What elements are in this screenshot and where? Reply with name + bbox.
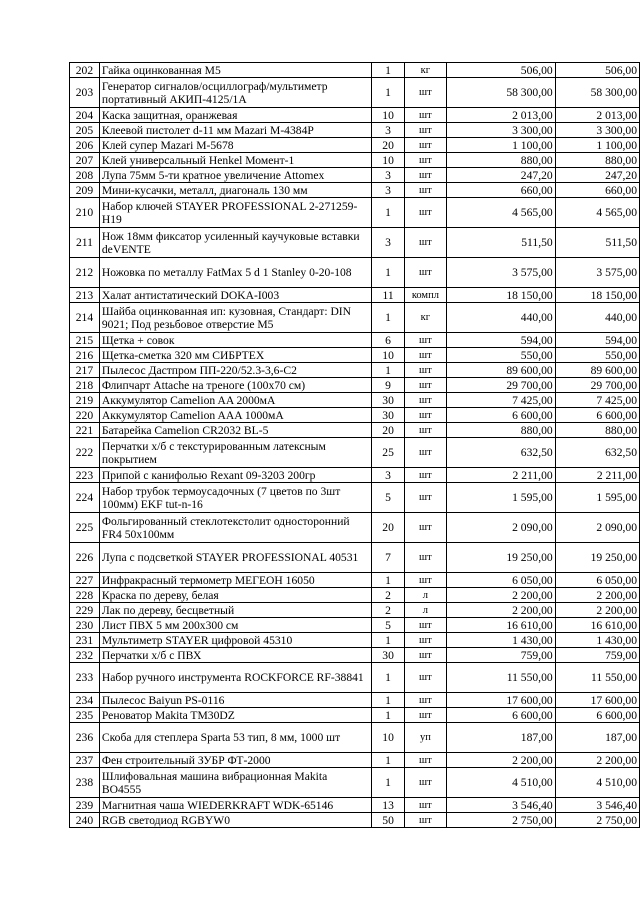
cell-unit: уп xyxy=(404,723,446,753)
cell-unit: шт xyxy=(404,483,446,513)
cell-qty: 1 xyxy=(372,768,405,798)
cell-name: Шайба оцинкованная ип: кузовная, Стандарт: DIN 9021; Под резьбовое отверстие M5 xyxy=(99,303,371,333)
cell-name: Скоба для степлера Sparta 53 тип, 8 мм, 1000 шт xyxy=(99,723,371,753)
cell-sum: 2 200,00 xyxy=(555,753,639,768)
cell-num: 240 xyxy=(70,813,100,828)
table-row xyxy=(70,618,640,633)
cell-name: Перчатки х/б с текстурированным латексным покрытием xyxy=(99,438,371,468)
cell-price: 880,00 xyxy=(446,153,555,168)
cell-unit: шт xyxy=(404,258,446,288)
cell-unit: шт xyxy=(404,168,446,183)
cell-qty: 1 xyxy=(372,258,405,288)
cell-name: Щетка-сметка 320 мм СИБРТЕХ xyxy=(99,348,371,363)
cell-unit: кг xyxy=(404,303,446,333)
cell-num: 230 xyxy=(70,618,100,633)
cell-name: Пылесос Baiyun PS-0116 xyxy=(99,693,371,708)
cell-num: 221 xyxy=(70,423,100,438)
cell-price: 3 300,00 xyxy=(446,123,555,138)
cell-num: 233 xyxy=(70,663,100,693)
cell-unit: шт xyxy=(404,138,446,153)
cell-num: 216 xyxy=(70,348,100,363)
cell-price: 11 550,00 xyxy=(446,663,555,693)
table-row xyxy=(70,63,640,78)
cell-qty: 3 xyxy=(372,123,405,138)
cell-num: 215 xyxy=(70,333,100,348)
table-row xyxy=(70,288,640,303)
table-row xyxy=(70,693,640,708)
cell-unit: шт xyxy=(404,753,446,768)
cell-name: Набор ключей STAYER PROFESSIONAL 2-271259-H19 xyxy=(99,198,371,228)
cell-price: 880,00 xyxy=(446,423,555,438)
cell-name: Клей супер Mazari M-5678 xyxy=(99,138,371,153)
cell-qty: 9 xyxy=(372,378,405,393)
table-row xyxy=(70,468,640,483)
table-row xyxy=(70,138,640,153)
cell-num: 236 xyxy=(70,723,100,753)
table-row xyxy=(70,588,640,603)
cell-unit: шт xyxy=(404,468,446,483)
cell-unit: шт xyxy=(404,198,446,228)
table-row xyxy=(70,798,640,813)
cell-name: RGB светодиод RGBYW0 xyxy=(99,813,371,828)
table-row xyxy=(70,363,640,378)
cell-qty: 50 xyxy=(372,813,405,828)
cell-qty: 2 xyxy=(372,588,405,603)
cell-name: Аккумулятор Camelion AA 2000мА xyxy=(99,393,371,408)
cell-price: 187,00 xyxy=(446,723,555,753)
table-row xyxy=(70,768,640,798)
cell-name: Фен строительный ЗУБР ФТ-2000 xyxy=(99,753,371,768)
table-row xyxy=(70,633,640,648)
cell-qty: 2 xyxy=(372,603,405,618)
cell-name: Клей универсальный Henkel Момент-1 xyxy=(99,153,371,168)
cell-qty: 1 xyxy=(372,303,405,333)
cell-sum: 11 550,00 xyxy=(555,663,639,693)
cell-qty: 1 xyxy=(372,693,405,708)
cell-qty: 10 xyxy=(372,153,405,168)
cell-num: 226 xyxy=(70,543,100,573)
cell-qty: 1 xyxy=(372,363,405,378)
cell-price: 6 600,00 xyxy=(446,408,555,423)
cell-unit: шт xyxy=(404,78,446,108)
cell-sum: 660,00 xyxy=(555,183,639,198)
cell-name: Припой с канифолью Rexant 09-3203 200гр xyxy=(99,468,371,483)
table-row xyxy=(70,438,640,468)
cell-unit: шт xyxy=(404,393,446,408)
cell-name: Мини-кусачки, металл, диагональ 130 мм xyxy=(99,183,371,198)
cell-qty: 20 xyxy=(372,513,405,543)
cell-name: Магнитная чаша WIEDERKRAFT WDK-65146 xyxy=(99,798,371,813)
cell-sum: 3 300,00 xyxy=(555,123,639,138)
cell-qty: 20 xyxy=(372,423,405,438)
table-row xyxy=(70,648,640,663)
items-table xyxy=(69,62,640,828)
cell-price: 1 595,00 xyxy=(446,483,555,513)
cell-unit: шт xyxy=(404,228,446,258)
cell-qty: 3 xyxy=(372,168,405,183)
cell-unit: шт xyxy=(404,108,446,123)
cell-qty: 1 xyxy=(372,198,405,228)
cell-qty: 10 xyxy=(372,348,405,363)
cell-sum: 2 200,00 xyxy=(555,588,639,603)
cell-unit: компл xyxy=(404,288,446,303)
cell-unit: шт xyxy=(404,798,446,813)
table-row xyxy=(70,108,640,123)
cell-sum: 1 430,00 xyxy=(555,633,639,648)
cell-qty: 1 xyxy=(372,753,405,768)
cell-sum: 29 700,00 xyxy=(555,378,639,393)
cell-sum: 759,00 xyxy=(555,648,639,663)
cell-price: 2 013,00 xyxy=(446,108,555,123)
cell-name: Краска по дереву, белая xyxy=(99,588,371,603)
cell-price: 6 600,00 xyxy=(446,708,555,723)
cell-name: Перчатки х/б с ПВХ xyxy=(99,648,371,663)
cell-name: Батарейка Camelion CR2032 BL-5 xyxy=(99,423,371,438)
cell-unit: шт xyxy=(404,333,446,348)
cell-name: Пылесос Дастпром ПП-220/52.3-3,6-С2 xyxy=(99,363,371,378)
cell-num: 232 xyxy=(70,648,100,663)
cell-num: 202 xyxy=(70,63,100,78)
cell-name: Набор ручного инструмента ROCKFORCE RF-38841 xyxy=(99,663,371,693)
cell-name: Лупа 75мм 5-ти кратное увеличение Attomex xyxy=(99,168,371,183)
cell-qty: 30 xyxy=(372,393,405,408)
cell-sum: 1 595,00 xyxy=(555,483,639,513)
cell-price: 16 610,00 xyxy=(446,618,555,633)
cell-unit: шт xyxy=(404,183,446,198)
cell-qty: 3 xyxy=(372,228,405,258)
cell-num: 229 xyxy=(70,603,100,618)
cell-price: 4 565,00 xyxy=(446,198,555,228)
cell-price: 632,50 xyxy=(446,438,555,468)
cell-num: 208 xyxy=(70,168,100,183)
cell-num: 210 xyxy=(70,198,100,228)
cell-qty: 5 xyxy=(372,483,405,513)
cell-price: 511,50 xyxy=(446,228,555,258)
cell-num: 217 xyxy=(70,363,100,378)
cell-price: 6 050,00 xyxy=(446,573,555,588)
cell-name: Шлифовальная машина вибрационная Makita BO4555 xyxy=(99,768,371,798)
cell-unit: шт xyxy=(404,153,446,168)
cell-price: 506,00 xyxy=(446,63,555,78)
cell-num: 228 xyxy=(70,588,100,603)
table-row xyxy=(70,348,640,363)
cell-sum: 16 610,00 xyxy=(555,618,639,633)
table-row xyxy=(70,408,640,423)
cell-qty: 11 xyxy=(372,288,405,303)
cell-num: 207 xyxy=(70,153,100,168)
cell-price: 19 250,00 xyxy=(446,543,555,573)
cell-qty: 6 xyxy=(372,333,405,348)
cell-price: 247,20 xyxy=(446,168,555,183)
cell-sum: 2 750,00 xyxy=(555,813,639,828)
items-table-body xyxy=(70,63,640,828)
cell-qty: 7 xyxy=(372,543,405,573)
table-row xyxy=(70,378,640,393)
cell-sum: 4 510,00 xyxy=(555,768,639,798)
cell-price: 2 090,00 xyxy=(446,513,555,543)
cell-sum: 6 600,00 xyxy=(555,408,639,423)
cell-sum: 17 600,00 xyxy=(555,693,639,708)
cell-num: 223 xyxy=(70,468,100,483)
cell-sum: 7 425,00 xyxy=(555,393,639,408)
cell-price: 3 575,00 xyxy=(446,258,555,288)
cell-num: 206 xyxy=(70,138,100,153)
cell-sum: 3 546,40 xyxy=(555,798,639,813)
cell-price: 594,00 xyxy=(446,333,555,348)
cell-name: Лупа с подсветкой STAYER PROFESSIONAL 40531 xyxy=(99,543,371,573)
cell-price: 440,00 xyxy=(446,303,555,333)
cell-price: 2 200,00 xyxy=(446,588,555,603)
cell-name: Лист ПВХ 5 мм 200х300 см xyxy=(99,618,371,633)
cell-price: 89 600,00 xyxy=(446,363,555,378)
table-row xyxy=(70,303,640,333)
cell-name: Лак по дереву, бесцветный xyxy=(99,603,371,618)
cell-name: Флипчарт Attache на треноге (100х70 см) xyxy=(99,378,371,393)
cell-sum: 880,00 xyxy=(555,153,639,168)
cell-sum: 550,00 xyxy=(555,348,639,363)
cell-num: 234 xyxy=(70,693,100,708)
table-row xyxy=(70,153,640,168)
cell-sum: 6 600,00 xyxy=(555,708,639,723)
cell-sum: 89 600,00 xyxy=(555,363,639,378)
cell-sum: 19 250,00 xyxy=(555,543,639,573)
cell-unit: шт xyxy=(404,378,446,393)
cell-price: 3 546,40 xyxy=(446,798,555,813)
cell-name: Каска защитная, оранжевая xyxy=(99,108,371,123)
cell-unit: шт xyxy=(404,708,446,723)
table-row xyxy=(70,708,640,723)
cell-num: 218 xyxy=(70,378,100,393)
cell-qty: 10 xyxy=(372,723,405,753)
cell-num: 205 xyxy=(70,123,100,138)
cell-num: 222 xyxy=(70,438,100,468)
cell-sum: 187,00 xyxy=(555,723,639,753)
cell-sum: 2 013,00 xyxy=(555,108,639,123)
table-row xyxy=(70,228,640,258)
table-row xyxy=(70,393,640,408)
cell-num: 214 xyxy=(70,303,100,333)
cell-sum: 2 211,00 xyxy=(555,468,639,483)
cell-price: 7 425,00 xyxy=(446,393,555,408)
table-row xyxy=(70,258,640,288)
cell-qty: 3 xyxy=(372,183,405,198)
cell-sum: 6 050,00 xyxy=(555,573,639,588)
cell-num: 212 xyxy=(70,258,100,288)
cell-name: Реноватор Makita TM30DZ xyxy=(99,708,371,723)
cell-name: Гайка оцинкованная М5 xyxy=(99,63,371,78)
table-row xyxy=(70,573,640,588)
cell-price: 18 150,00 xyxy=(446,288,555,303)
cell-unit: шт xyxy=(404,543,446,573)
table-row xyxy=(70,123,640,138)
table-row xyxy=(70,543,640,573)
cell-sum: 1 100,00 xyxy=(555,138,639,153)
cell-sum: 2 090,00 xyxy=(555,513,639,543)
cell-price: 29 700,00 xyxy=(446,378,555,393)
table-row xyxy=(70,513,640,543)
cell-qty: 30 xyxy=(372,648,405,663)
cell-qty: 13 xyxy=(372,798,405,813)
cell-sum: 511,50 xyxy=(555,228,639,258)
table-row xyxy=(70,723,640,753)
cell-num: 219 xyxy=(70,393,100,408)
cell-sum: 594,00 xyxy=(555,333,639,348)
cell-name: Мультиметр STAYER цифровой 45310 xyxy=(99,633,371,648)
cell-qty: 3 xyxy=(372,468,405,483)
cell-price: 17 600,00 xyxy=(446,693,555,708)
cell-num: 235 xyxy=(70,708,100,723)
cell-name: Набор трубок термоусадочных (7 цветов по 3шт 100мм) EKF tut-n-16 xyxy=(99,483,371,513)
cell-unit: л xyxy=(404,588,446,603)
table-row xyxy=(70,753,640,768)
cell-qty: 1 xyxy=(372,63,405,78)
cell-qty: 1 xyxy=(372,573,405,588)
cell-num: 209 xyxy=(70,183,100,198)
cell-unit: л xyxy=(404,603,446,618)
cell-price: 2 200,00 xyxy=(446,603,555,618)
cell-sum: 2 200,00 xyxy=(555,603,639,618)
cell-sum: 3 575,00 xyxy=(555,258,639,288)
cell-qty: 25 xyxy=(372,438,405,468)
cell-price: 2 750,00 xyxy=(446,813,555,828)
cell-sum: 506,00 xyxy=(555,63,639,78)
cell-unit: шт xyxy=(404,633,446,648)
table-row xyxy=(70,483,640,513)
cell-num: 220 xyxy=(70,408,100,423)
cell-price: 1 100,00 xyxy=(446,138,555,153)
table-row xyxy=(70,168,640,183)
cell-num: 203 xyxy=(70,78,100,108)
cell-qty: 10 xyxy=(372,108,405,123)
cell-price: 1 430,00 xyxy=(446,633,555,648)
cell-num: 211 xyxy=(70,228,100,258)
cell-price: 759,00 xyxy=(446,648,555,663)
table-row xyxy=(70,198,640,228)
cell-unit: шт xyxy=(404,123,446,138)
cell-name: Халат антистатический DOKA-I003 xyxy=(99,288,371,303)
cell-unit: шт xyxy=(404,408,446,423)
cell-sum: 440,00 xyxy=(555,303,639,333)
cell-name: Клеевой пистолет d-11 мм Mazari M-4384P xyxy=(99,123,371,138)
cell-price: 2 200,00 xyxy=(446,753,555,768)
cell-qty: 1 xyxy=(372,708,405,723)
cell-qty: 20 xyxy=(372,138,405,153)
cell-num: 204 xyxy=(70,108,100,123)
cell-sum: 18 150,00 xyxy=(555,288,639,303)
cell-name: Фольгированный стеклотекстолит односторонний FR4 50x100мм xyxy=(99,513,371,543)
cell-num: 227 xyxy=(70,573,100,588)
cell-name: Аккумулятор Camelion AAA 1000мА xyxy=(99,408,371,423)
cell-unit: шт xyxy=(404,363,446,378)
cell-num: 224 xyxy=(70,483,100,513)
cell-num: 231 xyxy=(70,633,100,648)
cell-sum: 247,20 xyxy=(555,168,639,183)
cell-unit: шт xyxy=(404,663,446,693)
cell-price: 58 300,00 xyxy=(446,78,555,108)
cell-unit: шт xyxy=(404,513,446,543)
table-row xyxy=(70,333,640,348)
cell-num: 239 xyxy=(70,798,100,813)
table-row xyxy=(70,78,640,108)
cell-unit: шт xyxy=(404,693,446,708)
cell-num: 237 xyxy=(70,753,100,768)
cell-num: 225 xyxy=(70,513,100,543)
cell-unit: кг xyxy=(404,63,446,78)
cell-sum: 4 565,00 xyxy=(555,198,639,228)
cell-unit: шт xyxy=(404,813,446,828)
cell-unit: шт xyxy=(404,648,446,663)
cell-num: 213 xyxy=(70,288,100,303)
cell-name: Инфракрасный термометр МЕГЕОН 16050 xyxy=(99,573,371,588)
cell-name: Нож 18мм фиксатор усиленный каучуковые вставки deVENTE xyxy=(99,228,371,258)
cell-name: Ножовка по металлу FatMax 5 d 1 Stanley 0-20-108 xyxy=(99,258,371,288)
cell-num: 238 xyxy=(70,768,100,798)
cell-qty: 5 xyxy=(372,618,405,633)
cell-name: Щетка + совок xyxy=(99,333,371,348)
cell-qty: 1 xyxy=(372,78,405,108)
table-row xyxy=(70,423,640,438)
cell-price: 2 211,00 xyxy=(446,468,555,483)
table-row xyxy=(70,663,640,693)
cell-qty: 1 xyxy=(372,633,405,648)
cell-unit: шт xyxy=(404,438,446,468)
cell-price: 4 510,00 xyxy=(446,768,555,798)
cell-qty: 1 xyxy=(372,663,405,693)
cell-unit: шт xyxy=(404,768,446,798)
cell-qty: 30 xyxy=(372,408,405,423)
cell-sum: 632,50 xyxy=(555,438,639,468)
cell-unit: шт xyxy=(404,618,446,633)
cell-unit: шт xyxy=(404,573,446,588)
cell-unit: шт xyxy=(404,423,446,438)
table-row xyxy=(70,813,640,828)
table-row xyxy=(70,183,640,198)
table-row xyxy=(70,603,640,618)
cell-name: Генератор сигналов/осциллограф/мультиметр портативный АКИП-4125/1А xyxy=(99,78,371,108)
cell-price: 550,00 xyxy=(446,348,555,363)
cell-unit: шт xyxy=(404,348,446,363)
cell-price: 660,00 xyxy=(446,183,555,198)
cell-sum: 880,00 xyxy=(555,423,639,438)
cell-sum: 58 300,00 xyxy=(555,78,639,108)
